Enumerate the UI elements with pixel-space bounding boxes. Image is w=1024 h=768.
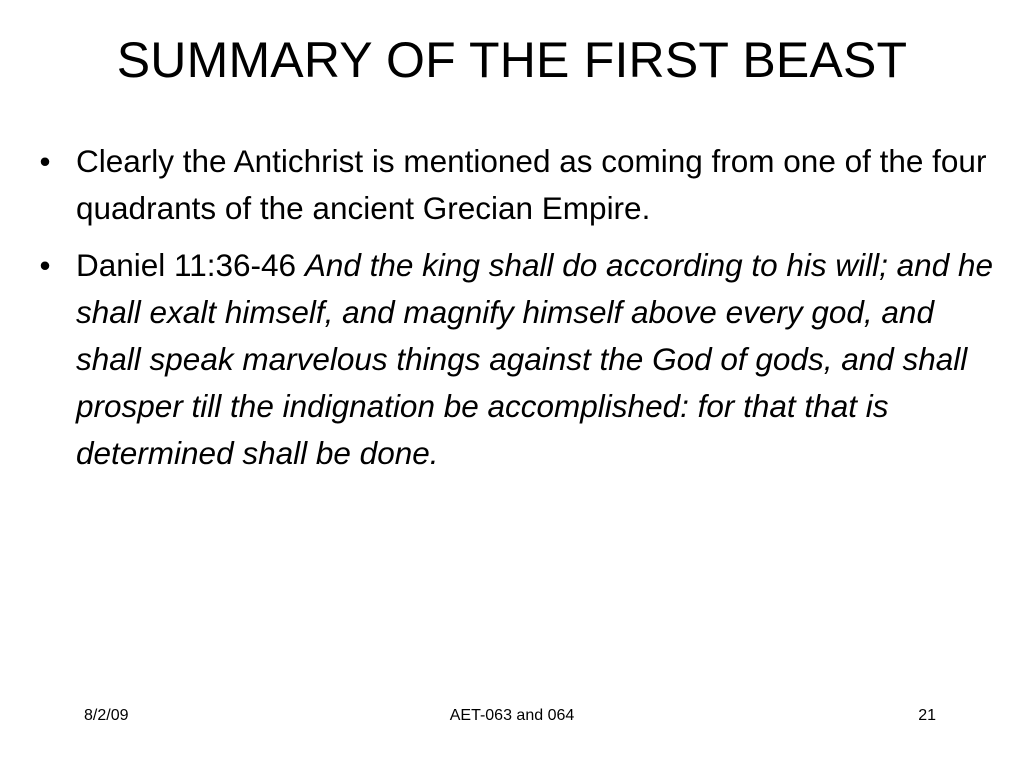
footer-center-text: AET-063 and 064 <box>449 707 575 724</box>
footer-date: 8/2/09 <box>84 707 129 724</box>
slide-title: SUMMARY OF THE FIRST BEAST <box>116 32 908 88</box>
scripture-reference: Daniel 11:36-46 <box>76 247 297 283</box>
bullet-item <box>30 138 1005 232</box>
bullet-dot-icon: • <box>39 247 51 283</box>
footer-page-number: 21 <box>918 707 936 724</box>
bullet-text: Clearly the Antichrist is mentioned as coming from one of the four quadrants of the ancient Grecian Empire. <box>76 143 987 226</box>
bullet-dot-icon: • <box>39 143 51 179</box>
bullet-list <box>30 138 1005 487</box>
bullet-item <box>30 242 1005 477</box>
scripture-quote: And the king shall do according to his will; and he shall exalt himself, and magnify himself above every god, and shall speak marvelous things against the God of gods, and shall prosper till the indignation be accomplished: for that that is determined shall be done. <box>76 247 994 471</box>
